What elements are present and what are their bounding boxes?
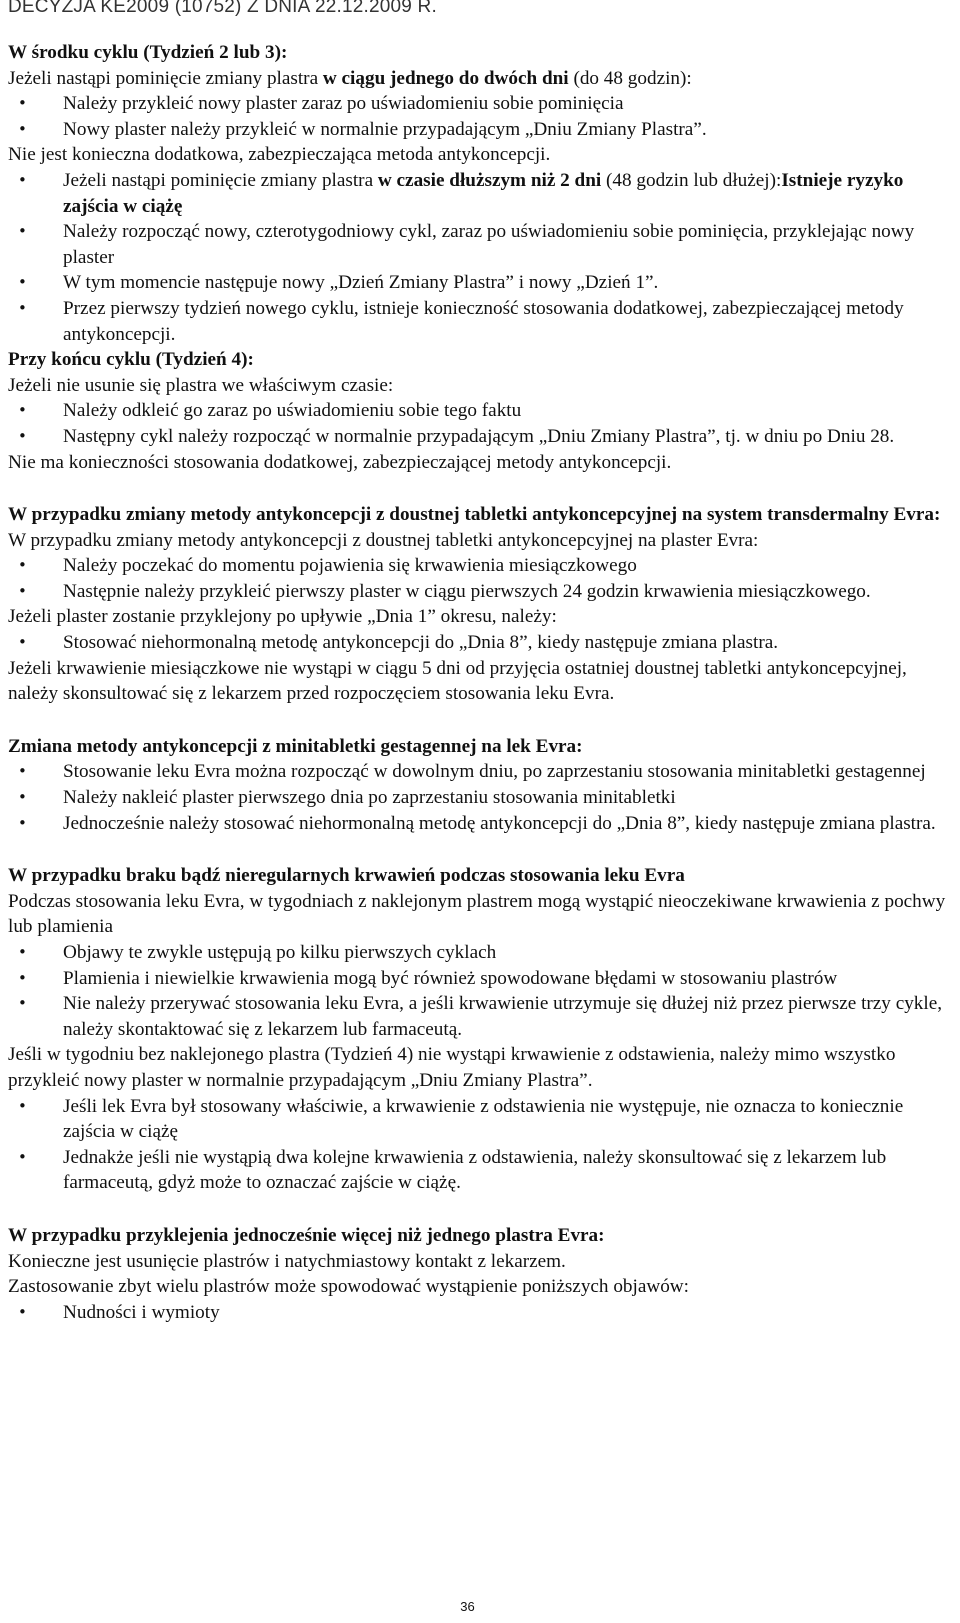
bullet-list — [8, 553, 948, 604]
paragraph: Jeśli w tygodniu bez naklejonego plastra (Tydzień 4) nie wystąpi krwawienie z odstawienia, należy mimo wszystko przykleić nowy plaster w normalnie przypadającym „Dniu Zmiany Plastra”. — [8, 1044, 896, 1091]
list-item: • Należy rozpocząć nowy, czterotygodniowy cykl, zaraz po uświadomieniu sobie pominięcia, przyklejając nowy plaster — [8, 219, 948, 270]
spacer — [8, 1196, 948, 1223]
section-heading: W przypadku przyklejenia jednocześnie więcej niż jednego plastra Evra: — [8, 1224, 605, 1246]
list-item: • Jednakże jeśli nie wystąpią dwa kolejne krwawienia z odstawienia, należy skonsultować się z lekarzem lub farmaceutą, gdyż może to oznaczać zajście w ciążę. — [8, 1145, 948, 1196]
bullet-list — [8, 630, 948, 656]
paragraph: Jeżeli nie usunie się plastra we właściwym czasie: — [8, 374, 394, 396]
list-item: • Objawy te zwykle ustępują po kilku pierwszych cyklach — [8, 940, 948, 966]
spacer — [8, 707, 948, 734]
list-item: • Stosowanie leku Evra można rozpocząć w dowolnym dniu, po zaprzestaniu stosowania minitabletki gestagennej — [8, 759, 948, 785]
list-item: • Jeśli lek Evra był stosowany właściwie, a krwawienie z odstawienia nie występuje, nie oznacza to koniecznie zajścia w ciążę — [8, 1094, 948, 1145]
paragraph: Podczas stosowania leku Evra, w tygodniach z naklejonym plastrem mogą wystąpić nieoczekiwane krwawienia z pochwy lub plamienia — [8, 890, 946, 938]
section-heading: W środku cyklu (Tydzień 2 lub 3): — [8, 42, 288, 63]
section-heading: Zmiana metody antykoncepcji z minitabletki gestagennej na lek Evra: — [8, 735, 583, 757]
document-body — [8, 40, 948, 1325]
document-header: DECYZJA KE2009 (10752) Z DNIA 22.12.2009 R. — [8, 0, 437, 17]
section-heading: W przypadku braku bądź nieregularnych krwawień podczas stosowania leku Evra — [8, 865, 685, 887]
paragraph: Nie ma konieczności stosowania dodatkowej, zabezpieczającej metody antykoncepcji. — [8, 451, 672, 473]
list-item: • Plamienia i niewielkie krwawienia mogą być również spowodowane błędami w stosowaniu plastrów — [8, 966, 948, 992]
bullet-list — [8, 398, 948, 449]
list-item: • Należy nakleić plaster pierwszego dnia po zaprzestaniu stosowania minitabletki — [8, 785, 948, 811]
list-item: • W tym momencie następuje nowy „Dzień Zmiany Plastra” i nowy „Dzień 1”. — [8, 270, 948, 296]
bullet-list — [8, 759, 948, 836]
list-item: • Następny cykl należy rozpocząć w normalnie przypadającym „Dniu Zmiany Plastra”, tj. w dniu po Dniu 28. — [8, 424, 948, 450]
spacer — [8, 836, 948, 863]
paragraph: W przypadku zmiany metody antykoncepcji z doustnej tabletki antykoncepcyjnej na plaster Evra: — [8, 529, 759, 551]
paragraph: Jeżeli krwawienie miesiączkowe nie wystąpi w ciągu 5 dni od przyjęcia ostatniej doustnej tabletki antykoncepcyjnej, należy skonsultować się z lekarzem przed rozpoczęciem stosowania leku Evra. — [8, 657, 907, 705]
list-item: • Jeżeli nastąpi pominięcie zmiany plastra w czasie dłuższym niż 2 dni (48 godzin lub dłużej):Istnieje ryzyko zajścia w ciążę — [8, 168, 948, 219]
bullet-list — [8, 219, 948, 347]
spacer — [8, 475, 948, 502]
page-number: 36 — [460, 1599, 475, 1614]
list-item: • Nie należy przerywać stosowania leku Evra, a jeśli krwawienie utrzymuje się dłużej niż przez pierwsze trzy cykle, należy skontaktować się z lekarzem lub farmaceutą. — [8, 991, 948, 1042]
paragraph: Konieczne jest usunięcie plastrów i natychmiastowy kontakt z lekarzem. — [8, 1250, 566, 1272]
section-heading: W przypadku zmiany metody antykoncepcji z doustnej tabletki antykoncepcyjnej na system transdermalny Evra: — [8, 504, 941, 526]
list-item: • Przez pierwszy tydzień nowego cyklu, istnieje konieczność stosowania dodatkowej, zabezpieczającej metody antykoncepcji. — [8, 296, 948, 347]
list-item: • Należy przykleić nowy plaster zaraz po uświadomieniu sobie pominięcia — [8, 91, 948, 117]
list-item: • Stosować niehormonalną metodę antykoncepcji do „Dnia 8”, kiedy następuje zmiana plastra. — [8, 630, 948, 656]
paragraph: Zastosowanie zbyt wielu plastrów może spowodować wystąpienie poniższych objawów: — [8, 1276, 689, 1298]
list-item: • Należy poczekać do momentu pojawienia się krwawienia miesiączkowego — [8, 553, 948, 579]
paragraph: Jeżeli nastąpi pominięcie zmiany plastra w ciągu jednego do dwóch dni (do 48 godzin): — [8, 67, 692, 89]
paragraph: Nie jest konieczna dodatkowa, zabezpieczająca metoda antykoncepcji. — [8, 144, 551, 166]
bullet-list — [8, 1094, 948, 1196]
bullet-list — [8, 1300, 948, 1326]
bullet-list — [8, 91, 948, 142]
list-item: • Należy odkleić go zaraz po uświadomieniu sobie tego faktu — [8, 398, 948, 424]
section-heading: Przy końcu cyklu (Tydzień 4): — [8, 349, 254, 371]
list-item: • Następnie należy przykleić pierwszy plaster w ciągu pierwszych 24 godzin krwawienia miesiączkowego. — [8, 579, 948, 605]
bullet-list — [8, 940, 948, 1042]
list-item: • Jednocześnie należy stosować niehormonalną metodę antykoncepcji do „Dnia 8”, kiedy następuje zmiana plastra. — [8, 811, 948, 837]
list-item: • Nowy plaster należy przykleić w normalnie przypadającym „Dniu Zmiany Plastra”. — [8, 117, 948, 143]
list-item: • Nudności i wymioty — [8, 1300, 948, 1326]
paragraph: Jeżeli plaster zostanie przyklejony po upływie „Dnia 1” okresu, należy: — [8, 606, 557, 628]
